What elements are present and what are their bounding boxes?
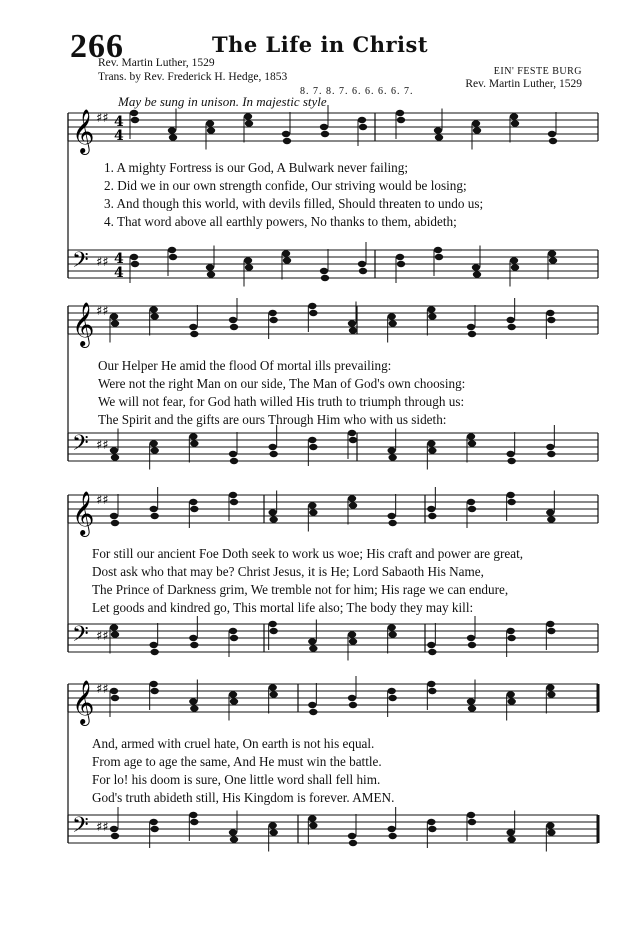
note-head [349,502,357,508]
note-head [349,437,357,443]
note-head [229,492,237,498]
note-head [348,695,356,701]
note-head [388,631,396,637]
note-head [110,313,118,319]
bass-clef: 𝄢 [72,813,89,843]
note-head [282,131,290,137]
note-head [269,691,277,697]
note-head [549,257,557,263]
note-head [131,261,139,267]
key-signature: ♯♯ [96,493,109,508]
note-head [111,520,119,526]
note-head [427,681,435,687]
key-signature: ♯♯ [96,438,109,453]
note-head [359,124,367,130]
note-head [467,635,475,641]
time-signature: 4 [114,128,124,144]
note-head [387,688,395,694]
note-head [189,635,197,641]
key-signature: ♯♯ [96,255,109,270]
note-head [268,444,276,450]
note-head [190,642,198,648]
note-head [245,120,253,126]
note-head [268,310,276,316]
note-head [190,819,198,825]
note-head [428,513,436,519]
note-head [507,458,515,464]
note-head [434,127,442,133]
note-head [507,836,515,842]
lyric-line: 1. A mighty Fortress is our God, A Bulwark never failing; [104,160,409,175]
note-head [268,822,276,828]
note-head [189,324,197,330]
note-head [427,819,435,825]
note-head [230,499,238,505]
note-head [283,257,291,263]
note-head [428,313,436,319]
note-head [111,631,119,637]
note-head [244,113,252,119]
note-head [321,275,329,281]
lyric-line: Let goods and kindred go, This mortal life also; The body they may kill: [92,600,474,615]
note-head [467,433,475,439]
note-head [349,327,357,333]
key-signature: ♯♯ [96,682,109,697]
note-head [230,836,238,842]
note-head [473,127,481,133]
note-head [207,127,215,133]
note-head [435,254,443,260]
note-head [150,688,158,694]
note-head [207,271,215,277]
note-head [472,264,480,270]
note-head [548,250,556,256]
note-head [428,688,436,694]
meter: 8. 7. 8. 7. 6. 6. 6. 6. 7. [300,86,414,97]
note-head [506,628,514,634]
note-head [396,254,404,260]
key-signature: ♯♯ [96,820,109,835]
note-head [468,440,476,446]
note-head [507,499,515,505]
author-credit: Rev. Martin Luther, 1529 [98,57,215,69]
note-head [149,681,157,687]
note-head [506,451,514,457]
note-head [269,317,277,323]
note-head [387,624,395,630]
note-head [472,120,480,126]
note-head [349,840,357,846]
note-head [111,833,119,839]
note-head [309,822,317,828]
note-head [283,138,291,144]
note-head [387,313,395,319]
lyric-line: And, armed with cruel hate, On earth is not his equal. [92,736,375,751]
note-head [428,649,436,655]
lyric-line: For still our ancient Foe Doth seek to work us woe; His craft and power are great, [92,546,524,561]
note-head [190,705,198,711]
lyric-line: Our Helper He amid the flood Of mortal ills prevailing: [98,358,392,373]
note-head [468,642,476,648]
note-head [150,826,158,832]
note-head [468,819,476,825]
note-head [468,705,476,711]
note-head [149,440,157,446]
note-head [309,645,317,651]
note-head [110,826,118,832]
tune-credit: Rev. Martin Luther, 1529 [465,78,582,90]
translation-credit: Trans. by Rev. Frederick H. Hedge, 1853 [98,71,288,83]
treble-clef: 𝄞 [72,109,95,153]
note-head [230,324,238,330]
note-head [268,509,276,515]
note-head [190,440,198,446]
note-head [427,506,435,512]
note-head [506,691,514,697]
lyric-line: From age to age the same, And He must win the battle. [92,754,382,769]
note-head [269,516,277,522]
note-head [308,638,316,644]
note-head [348,495,356,501]
note-head [546,621,554,627]
note-head [269,829,277,835]
note-head [149,642,157,648]
note-head [130,254,138,260]
note-head [189,499,197,505]
note-head [387,826,395,832]
note-head [396,110,404,116]
note-head [131,117,139,123]
note-head [230,698,238,704]
note-head [168,127,176,133]
note-head [190,506,198,512]
note-head [547,628,555,634]
note-head [229,829,237,835]
tune-name: EIN' FESTE BURG [493,66,582,77]
note-head [428,447,436,453]
note-head [358,117,366,123]
lyric-line: For lo! his doom is sure, One little word shall fell him. [92,772,381,787]
note-head [229,317,237,323]
note-head [149,819,157,825]
note-head [507,635,515,641]
bass-clef: 𝄢 [72,622,89,652]
note-head [546,684,554,690]
note-head [467,324,475,330]
note-head [320,124,328,130]
lyric-line: The Prince of Darkness grim, We tremble not for him; His rage we can endure, [92,582,509,597]
note-head [427,642,435,648]
note-head [388,695,396,701]
key-signature: ♯♯ [96,111,109,126]
note-head [189,698,197,704]
note-head [110,447,118,453]
note-head [547,829,555,835]
note-head [230,458,238,464]
note-head [169,134,177,140]
note-head [467,499,475,505]
hymn-number: 266 [70,28,124,65]
note-head [358,261,366,267]
note-head [388,454,396,460]
note-head [206,120,214,126]
time-signature: 4 [114,251,124,267]
note-head [546,822,554,828]
lyric-line: Dost ask who that may be? Christ Jesus, it is He; Lord Sabaoth His Name, [92,564,484,579]
note-head [309,444,317,450]
treble-clef: 𝄞 [72,680,95,724]
note-head [308,502,316,508]
note-head [468,506,476,512]
note-head [244,257,252,263]
note-head [110,688,118,694]
lyric-line: The Spirit and the gifts are ours Through Him who with us sideth: [98,412,447,427]
note-head [547,691,555,697]
note-head [506,829,514,835]
note-head [397,117,405,123]
note-head [111,320,119,326]
note-head [507,324,515,330]
note-head [111,454,119,460]
note-head [348,631,356,637]
note-head [149,306,157,312]
note-head [546,310,554,316]
note-head [397,261,405,267]
note-head [269,628,277,634]
note-head [282,250,290,256]
note-head [206,264,214,270]
note-head [467,698,475,704]
note-head [359,268,367,274]
lyric-line: We will not fear, for God hath willed His truth to triumph through us: [98,394,465,409]
note-head [427,440,435,446]
note-head [308,303,316,309]
note-head [308,815,316,821]
note-head [189,433,197,439]
note-head [506,317,514,323]
note-head [348,320,356,326]
note-head [269,451,277,457]
treble-clef: 𝄞 [72,302,95,346]
note-head [388,320,396,326]
note-head [229,691,237,697]
bass-clef: 𝄢 [72,248,89,278]
note-head [150,447,158,453]
note-head [111,695,119,701]
note-head [229,451,237,457]
note-head [547,317,555,323]
note-head [387,447,395,453]
note-head [349,638,357,644]
note-head [511,264,519,270]
note-head [110,624,118,630]
time-signature: 4 [114,114,124,130]
note-head [546,509,554,515]
note-head [309,709,317,715]
lyric-line: 4. That word above all earthly powers, No thanks to them, abideth; [104,214,457,229]
lyric-line: 2. Did we in our own strength confide, Our striving would be losing; [104,178,467,193]
note-head [547,451,555,457]
note-head [507,698,515,704]
note-head [467,812,475,818]
note-head [427,306,435,312]
lyric-line: 3. And though this world, with devils filled, Should threaten to undo us; [104,196,484,211]
note-head [506,492,514,498]
note-head [245,264,253,270]
performance-instruction: May be sung in unison. In majestic style [118,94,327,109]
note-head [168,247,176,253]
note-head [150,649,158,655]
note-head [268,621,276,627]
note-head [349,702,357,708]
note-head [150,313,158,319]
note-head [309,509,317,515]
treble-clef: 𝄞 [72,491,95,535]
note-head [169,254,177,260]
note-head [387,513,395,519]
note-head [434,247,442,253]
key-signature: ♯♯ [96,304,109,319]
section-title: The Life in Christ [211,32,429,57]
note-head [308,702,316,708]
note-head [321,131,329,137]
note-head [510,257,518,263]
lyric-line: Were not the right Man on our side, The Man of God's own choosing: [98,376,466,391]
key-signature: ♯♯ [96,629,109,644]
note-head [511,120,519,126]
note-head [149,506,157,512]
note-head [510,113,518,119]
note-head [130,110,138,116]
note-head [473,271,481,277]
note-head [388,833,396,839]
note-head [320,268,328,274]
note-head [547,516,555,522]
note-head [348,430,356,436]
note-head [230,635,238,641]
note-head [546,444,554,450]
note-head [388,520,396,526]
note-head [549,138,557,144]
note-head [435,134,443,140]
note-head [190,331,198,337]
note-head [548,131,556,137]
lyric-line: God's truth abideth still, His Kingdom is forever. AMEN. [92,790,395,805]
note-head [348,833,356,839]
note-head [150,513,158,519]
time-signature: 4 [114,265,124,281]
bass-clef: 𝄢 [72,431,89,461]
note-head [229,628,237,634]
note-head [428,826,436,832]
note-head [268,684,276,690]
note-head [110,513,118,519]
note-head [309,310,317,316]
note-head [468,331,476,337]
note-head [189,812,197,818]
note-head [308,437,316,443]
